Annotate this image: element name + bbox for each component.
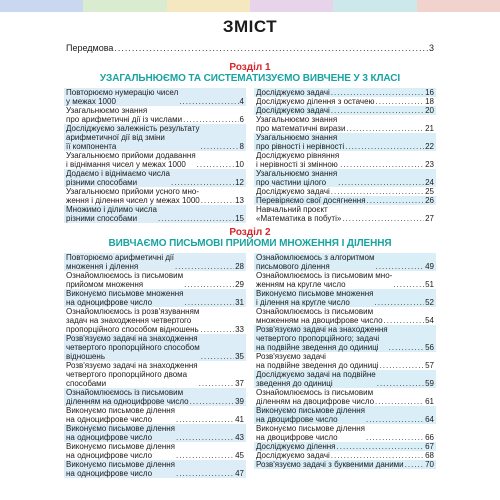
toc-entry-title: Досліджуємо задачі на подвійне зведення до одиниці (256, 370, 376, 388)
toc-entry-page: 22 (425, 142, 434, 151)
toc-entry-title: Досліджуємо задачі (256, 187, 330, 196)
toc-entry[interactable] (254, 388, 436, 406)
dot-leader (365, 433, 424, 442)
dot-leader (199, 142, 238, 151)
toc-entry-page: 61 (425, 397, 434, 406)
section-2-title: ВИВЧАЄМО ПИСЬМОВІ ПРИЙОМИ МНОЖЕННЯ І ДІЛЕННЯ (108, 238, 392, 249)
dot-leader (374, 397, 424, 406)
toc-entry-title: Навчальний проєкт «Математика в побуті» (256, 205, 342, 223)
dot-leader (376, 379, 424, 388)
toc-entry[interactable] (254, 352, 436, 370)
dot-leader (178, 97, 238, 106)
toc-entry-title: Повторюємо арифметичні дії множення і ділення (66, 253, 175, 271)
toc-entry-page: 59 (425, 379, 434, 388)
toc-entry[interactable] (254, 460, 436, 469)
dot-leader (339, 160, 424, 169)
toc-entry-title: Досліджуємо рівняння і нерівності зі змінною (256, 151, 340, 169)
toc-entry-title: Виконуємо письмове ділення на одноцифрове число (66, 406, 175, 424)
toc-entry-title: Ознайомлюємось із письмовим діленням на двоцифрове число (256, 388, 375, 406)
toc-entry-page: 23 (425, 160, 434, 169)
toc-entry[interactable] (64, 406, 246, 424)
toc-entry[interactable] (64, 289, 246, 307)
toc-entry[interactable] (254, 115, 436, 133)
toc-entry[interactable] (64, 307, 246, 334)
toc-entry-page: 57 (425, 361, 434, 370)
color-strip (83, 0, 166, 12)
toc-entry-page: 6 (239, 115, 244, 124)
dot-leader (175, 415, 234, 424)
toc-entry-page: 20 (425, 106, 434, 115)
toc-entry[interactable] (254, 451, 436, 460)
toc-entry[interactable] (64, 151, 246, 169)
toc-entry-title: Перевіряємо свої досягнення (256, 196, 366, 205)
toc-entry-page: 47 (235, 469, 244, 478)
toc-entry-title: Розв'язуємо задачі з буквеними даними (256, 460, 404, 469)
toc-entry-title: Ознайомлюємось із письмовим діленням на одноцифрове число (66, 388, 189, 406)
toc-entry-page: 31 (235, 298, 244, 307)
toc-entry[interactable] (64, 169, 246, 187)
toc-entry-page: 39 (235, 397, 244, 406)
toc-entry-title: Повторюємо нумерацію чисел у межах 1000 (66, 88, 179, 106)
toc-entry-title: Виконуємо письмове ділення на двоцифрове число (256, 406, 365, 424)
toc-entry[interactable] (254, 307, 436, 325)
toc-entry[interactable] (254, 97, 436, 106)
toc-entry[interactable] (254, 205, 436, 223)
toc-entry-title: Узагальнюємо знання про арифметичні дії із числами (66, 106, 183, 124)
toc-entry[interactable] (64, 106, 246, 124)
section-2-right-column (254, 253, 436, 478)
color-strip (333, 0, 416, 12)
dot-leader (183, 280, 234, 289)
toc-entry[interactable] (64, 187, 246, 205)
dot-leader (189, 397, 235, 406)
toc-entry[interactable] (64, 424, 246, 442)
toc-entry-page: 51 (425, 280, 434, 289)
toc-entry[interactable] (254, 196, 436, 205)
toc-entry[interactable] (254, 187, 436, 196)
toc-entry-title: Розв'язуємо задачі на знаходження четвертого пропорційного двома способами (66, 361, 198, 388)
toc-entry[interactable] (64, 334, 246, 361)
toc-entry-page: 45 (235, 451, 244, 460)
toc-entry[interactable] (254, 133, 436, 151)
toc-entry[interactable] (254, 88, 436, 97)
toc-entry-page: 56 (425, 343, 434, 352)
toc-entry-page: 29 (235, 280, 244, 289)
dot-leader (184, 298, 235, 307)
toc-entry-title: Узагальнюємо знання про частини цілого (256, 169, 338, 187)
dot-leader (198, 379, 234, 388)
toc-entry-title: Виконуємо письмове ділення на одноцифрове число (66, 442, 175, 460)
dot-leader (375, 262, 425, 271)
toc-entry-page: 10 (235, 160, 244, 169)
toc-entry-title: Виконуємо письмове ділення на одноцифрове число (66, 424, 175, 442)
dot-leader (344, 142, 424, 151)
toc-entry-page: 70 (425, 460, 434, 469)
dot-leader (330, 187, 424, 196)
dot-leader (330, 88, 424, 97)
dot-leader (113, 42, 429, 54)
toc-entry-title: Досліджуємо задачі (256, 88, 330, 97)
toc-entry[interactable] (254, 289, 436, 307)
toc-entry-page: 28 (235, 262, 244, 271)
toc-entry[interactable] (64, 361, 246, 388)
section-1-number: Розділ 1 (229, 62, 271, 73)
toc-entry-page: 68 (425, 451, 434, 460)
toc-entry-page: 49 (425, 262, 434, 271)
toc-entry-title: Додаємо і віднімаємо числа різними способами (66, 169, 170, 187)
toc-entry-page: 18 (425, 97, 434, 106)
dot-leader (392, 280, 424, 289)
toc-entry-title: Досліджуємо ділення (256, 442, 336, 451)
toc-entry[interactable] (254, 406, 436, 424)
toc-entry[interactable] (254, 424, 436, 442)
toc-entry[interactable] (254, 325, 436, 352)
dot-leader (375, 97, 425, 106)
toc-entry-title: Ознайомлюємось із розв'язуванням задач на знаходження четвертого пропорційного способом відношень (66, 307, 200, 334)
toc-entry-page: 25 (425, 187, 434, 196)
toc-entry-page: 12 (235, 178, 244, 187)
toc-entry[interactable] (254, 253, 436, 271)
dot-leader (174, 262, 234, 271)
toc-entry[interactable] (64, 88, 246, 106)
toc-entry-page: 21 (425, 124, 434, 133)
toc-entry[interactable] (64, 442, 246, 460)
section-1-right-column (254, 88, 436, 223)
toc-entry-title: Виконуємо письмове множення на одноцифрове число (66, 289, 184, 307)
toc-entry-page: 67 (425, 442, 434, 451)
section-2-number: Розділ 2 (229, 227, 271, 238)
toc-entry-title: Виконуємо письмове ділення на двоцифрове число (256, 424, 365, 442)
toc-entry[interactable] (64, 205, 246, 223)
toc-entry-page: 64 (425, 415, 434, 424)
toc-entry-title: Розв'язуємо задачі на знаходження четвертого пропорційного способом відношень (66, 334, 200, 361)
dot-leader (374, 298, 425, 307)
preface-page: 3 (428, 43, 434, 53)
top-color-bar (0, 0, 500, 12)
dot-leader (365, 415, 424, 424)
preface-entry[interactable] (64, 42, 436, 54)
toc-entry-page: 27 (425, 214, 434, 223)
toc-entry-title: Виконуємо письмове множення і ділення на кругле число (256, 289, 374, 307)
toc-entry-title: Ознайомлюємось із письмовим множенням на двоцифрове число (256, 307, 383, 325)
toc-entry-title: Досліджуємо ділення з остачею (256, 97, 375, 106)
dot-leader (200, 196, 234, 205)
toc-entry[interactable] (254, 370, 436, 388)
toc-entry-page: 24 (425, 178, 434, 187)
toc-entry-title: Досліджуємо задачі (256, 451, 330, 460)
toc-entry-page: 33 (235, 325, 244, 334)
toc-entry-page: 26 (425, 196, 434, 205)
toc-entry-page: 8 (239, 142, 244, 151)
toc-entry-title: Розв'язуємо задачі на знаходження четвертого пропорційного; задачі на подвійне зведення до одиниці (256, 325, 388, 352)
dot-leader (196, 160, 234, 169)
section-1-title: УЗАГАЛЬНЮЄМО ТА СИСТЕМАТИЗУЄМО ВИВЧЕНЕ У 3 КЛАСІ (99, 73, 401, 84)
dot-leader (383, 316, 425, 325)
dot-leader (341, 214, 424, 223)
dot-leader (404, 460, 424, 469)
toc-entry-page: 16 (425, 88, 434, 97)
toc-entry-page: 15 (235, 214, 244, 223)
toc-entry-title: Ознайомлюємось з алгоритмом письмового ділення (256, 253, 375, 271)
toc-entry[interactable] (64, 271, 246, 289)
toc-entry-page: 41 (235, 415, 244, 424)
section-1-left-column (64, 88, 246, 223)
toc-entry-page: 37 (235, 379, 244, 388)
dot-leader (175, 433, 234, 442)
toc-entry[interactable] (64, 388, 246, 406)
toc-entry-page: 66 (425, 433, 434, 442)
page-title: ЗМІСТ (222, 17, 278, 36)
dot-leader (345, 124, 424, 133)
toc-entry-title: Множимо і ділимо числа різними способами (66, 205, 157, 223)
dot-leader (200, 352, 234, 361)
dot-leader (175, 451, 234, 460)
toc-entry-title: Узагальнюємо знання про рівності і нерівності (256, 133, 345, 151)
toc-entry-title: Досліджуємо задачі (256, 106, 330, 115)
dot-leader (388, 343, 424, 352)
color-strip (417, 0, 500, 12)
toc-entry[interactable] (254, 169, 436, 187)
toc-entry[interactable] (64, 460, 246, 478)
dot-leader (337, 178, 424, 187)
toc-entry-page: 13 (235, 196, 244, 205)
dot-leader (366, 196, 425, 205)
dot-leader (170, 178, 234, 187)
color-strip (250, 0, 333, 12)
toc-entry[interactable] (64, 253, 246, 271)
toc-entry-title: Досліджуємо залежність результату арифметичної дії від зміни її компонента (66, 124, 200, 151)
preface-label: Передмова (66, 43, 114, 53)
dot-leader (379, 361, 425, 370)
toc-entry-title: Узагальнюємо знання про математичні вирази (256, 115, 346, 133)
contents-page (64, 14, 436, 478)
toc-entry-title: Узагальнюємо прийоми усного мно- ження і ділення чисел у межах 1000 (66, 187, 200, 205)
toc-entry[interactable] (254, 442, 436, 451)
toc-entry-title: Ознайомлюємось із письмовим прийомом множення (66, 271, 184, 289)
color-strip (167, 0, 250, 12)
toc-entry[interactable] (254, 271, 436, 289)
section-2-entries (64, 253, 436, 478)
toc-entry-page: 4 (239, 97, 244, 106)
dot-leader (336, 442, 425, 451)
dot-leader (330, 106, 424, 115)
color-strip (0, 0, 83, 12)
dot-leader (157, 214, 234, 223)
dot-leader (199, 325, 234, 334)
dot-leader (182, 115, 238, 124)
section-1-entries (64, 88, 436, 223)
dot-leader (175, 469, 234, 478)
toc-entry-title: Узагальнюємо прийоми додавання і віднімання чисел у межах 1000 (66, 151, 196, 169)
toc-entry-title: Ознайомлюємось із письмовим мно- женням на кругле число (256, 271, 393, 289)
toc-entry-page: 54 (425, 316, 434, 325)
section-2-left-column (64, 253, 246, 478)
toc-entry[interactable] (254, 151, 436, 169)
toc-entry-title: Виконуємо письмове ділення на одноцифрове число (66, 460, 175, 478)
toc-entry-page: 52 (425, 298, 434, 307)
toc-entry[interactable] (254, 106, 436, 115)
toc-entry-page: 35 (235, 352, 244, 361)
dot-leader (330, 451, 424, 460)
toc-entry[interactable] (64, 124, 246, 151)
toc-entry-page: 43 (235, 433, 244, 442)
toc-entry-title: Розв'язуємо задачі на подвійне зведення до одиниці (256, 352, 379, 370)
